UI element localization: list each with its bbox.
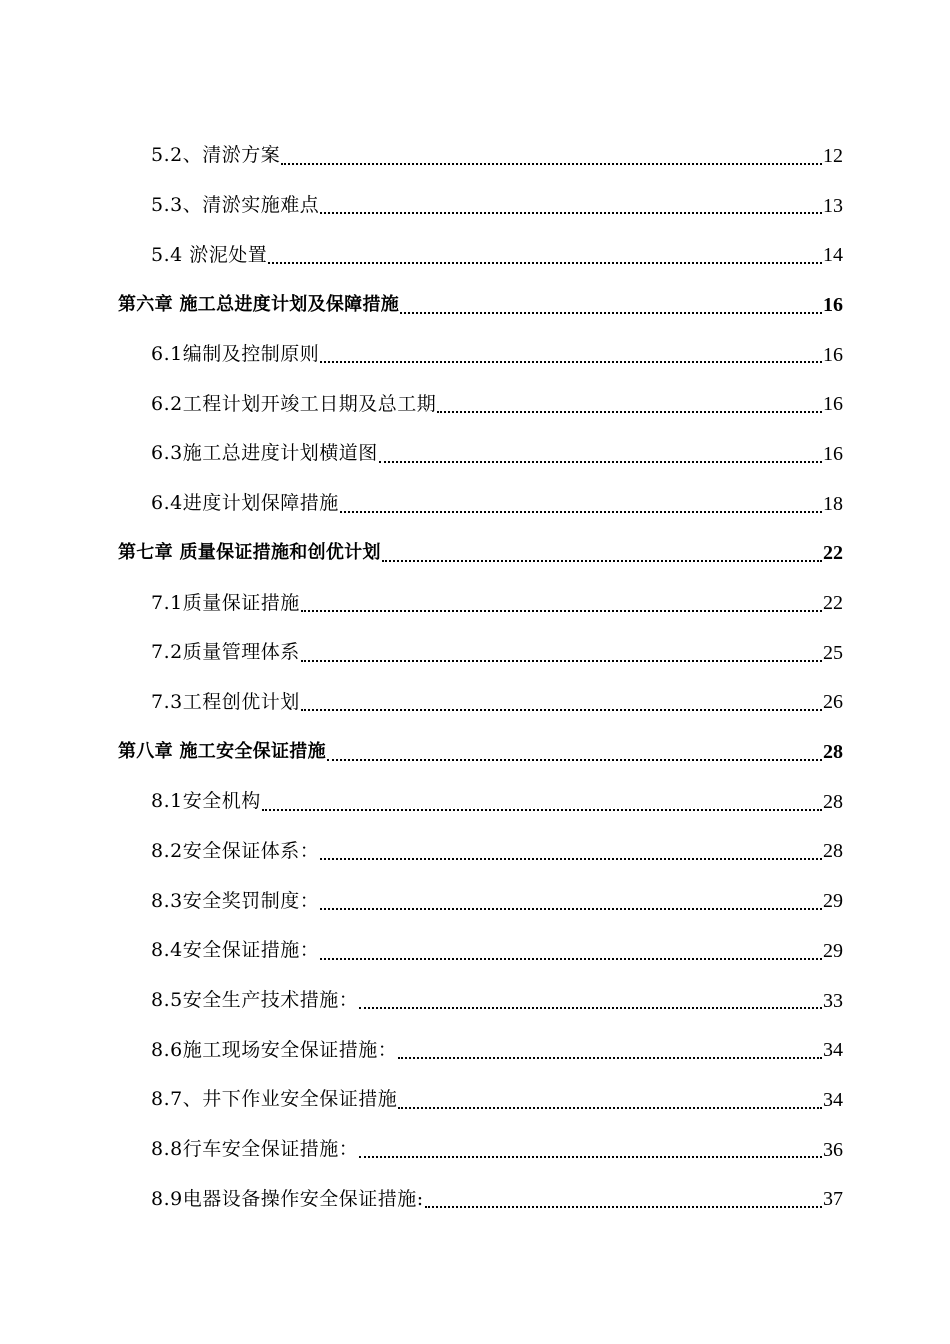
- toc-chapter-entry[interactable]: [118, 727, 843, 777]
- toc-entry-page-number: 22: [823, 542, 843, 565]
- toc-entry-title: 6.3施工总进度计划横道图: [151, 442, 378, 465]
- toc-entry-title: 6.2工程计划开竣工日期及总工期: [151, 392, 437, 415]
- toc-entry-page-number: 29: [823, 890, 843, 913]
- toc-dot-leader: [359, 1006, 822, 1025]
- toc-entry-title: 6.4进度计划保障措施: [151, 492, 339, 515]
- toc-section-entry[interactable]: [151, 479, 843, 529]
- toc-chapter-entry[interactable]: [118, 280, 843, 330]
- toc-entry-page-number: 26: [823, 691, 843, 714]
- toc-dot-leader: [398, 1056, 822, 1075]
- toc-section-entry[interactable]: [151, 1125, 843, 1175]
- toc-entry-page-number: 37: [823, 1188, 843, 1211]
- toc-entry-title: 5.4 淤泥处置: [151, 243, 268, 266]
- toc-dot-leader: [301, 708, 822, 727]
- toc-entry-page-number: 12: [823, 144, 843, 167]
- toc-dot-leader: [359, 1155, 822, 1174]
- toc-entry-title: 7.3工程创优计划: [151, 690, 300, 713]
- toc-section-entry[interactable]: [151, 628, 843, 678]
- toc-chapter-entry[interactable]: [118, 529, 843, 579]
- toc-dot-leader: [320, 857, 822, 876]
- toc-entry-title: 8.4安全保证措施：: [151, 939, 320, 962]
- toc-entry-title: 8.5安全生产技术措施：: [151, 989, 359, 1012]
- toc-section-entry[interactable]: [151, 330, 843, 380]
- toc-dot-leader: [400, 311, 822, 330]
- toc-dot-leader: [379, 460, 822, 479]
- toc-section-entry[interactable]: [151, 1174, 843, 1224]
- toc-entry-page-number: 33: [823, 989, 843, 1012]
- toc-section-entry[interactable]: [151, 678, 843, 728]
- toc-section-entry[interactable]: [151, 429, 843, 479]
- toc-entry-title: 8.1安全机构: [151, 790, 261, 813]
- toc-entry-page-number: 34: [823, 1088, 843, 1111]
- toc-section-entry[interactable]: [151, 131, 843, 181]
- toc-entry-title: 8.6施工现场安全保证措施：: [151, 1038, 398, 1061]
- toc-dot-leader: [268, 261, 822, 280]
- toc-dot-leader: [425, 1205, 822, 1224]
- toc-section-entry[interactable]: [151, 976, 843, 1026]
- toc-dot-leader: [281, 162, 822, 181]
- toc-entry-title: 8.2安全保证体系：: [151, 839, 320, 862]
- toc-entry-title: 5.2、清淤方案: [151, 144, 281, 167]
- toc-dot-leader: [398, 1106, 822, 1125]
- toc-section-entry[interactable]: [151, 777, 843, 827]
- toc-entry-page-number: 13: [823, 194, 843, 217]
- toc-entry-page-number: 16: [823, 442, 843, 465]
- toc-section-entry[interactable]: [151, 379, 843, 429]
- toc-dot-leader: [320, 211, 822, 230]
- toc-dot-leader: [320, 957, 822, 976]
- toc-entry-title: 第八章 施工安全保证措施: [118, 741, 326, 763]
- toc-dot-leader: [320, 907, 822, 926]
- toc-entry-title: 5.3、清淤实施难点: [151, 194, 320, 217]
- toc-entry-page-number: 36: [823, 1138, 843, 1161]
- toc-entry-title: 7.1质量保证措施: [151, 591, 300, 614]
- toc-dot-leader: [262, 808, 822, 827]
- toc-entry-page-number: 16: [823, 293, 843, 316]
- toc-entry-title: 8.8行车安全保证措施：: [151, 1138, 359, 1161]
- toc-entry-page-number: 28: [823, 840, 843, 863]
- toc-section-entry[interactable]: [151, 1025, 843, 1075]
- toc-section-entry[interactable]: [151, 578, 843, 628]
- toc-entry-page-number: 16: [823, 393, 843, 416]
- toc-dot-leader: [327, 758, 822, 777]
- toc-section-entry[interactable]: [151, 230, 843, 280]
- toc-entry-page-number: 16: [823, 343, 843, 366]
- toc-dot-leader: [320, 360, 822, 379]
- toc-entry-page-number: 18: [823, 492, 843, 515]
- toc-entry-page-number: 34: [823, 1039, 843, 1062]
- toc-entry-page-number: 25: [823, 641, 843, 664]
- toc-entry-page-number: 28: [823, 741, 843, 764]
- toc-entry-title: 6.1编制及控制原则: [151, 343, 320, 366]
- toc-entry-page-number: 22: [823, 592, 843, 615]
- toc-entry-page-number: 14: [823, 244, 843, 267]
- toc-entry-title: 第七章 质量保证措施和创优计划: [118, 542, 381, 564]
- toc-dot-leader: [301, 609, 822, 628]
- toc-dot-leader: [382, 559, 822, 578]
- toc-entry-page-number: 28: [823, 790, 843, 813]
- toc-entry-title: 8.3安全奖罚制度：: [151, 889, 320, 912]
- toc-section-entry[interactable]: [151, 1075, 843, 1125]
- toc-dot-leader: [340, 510, 822, 529]
- toc-section-entry[interactable]: [151, 827, 843, 877]
- toc-section-entry[interactable]: [151, 876, 843, 926]
- toc-entry-page-number: 29: [823, 939, 843, 962]
- toc-entry-title: 7.2质量管理体系: [151, 641, 300, 664]
- toc-dot-leader: [301, 659, 822, 678]
- toc-dot-leader: [437, 410, 822, 429]
- toc-section-entry[interactable]: [151, 926, 843, 976]
- toc-entry-title: 8.7、井下作业安全保证措施: [151, 1088, 398, 1111]
- table-of-contents: [0, 131, 950, 1224]
- toc-section-entry[interactable]: [151, 181, 843, 231]
- toc-entry-title: 8.9电器设备操作安全保证措施:: [151, 1187, 424, 1210]
- toc-entry-title: 第六章 施工总进度计划及保障措施: [118, 293, 400, 315]
